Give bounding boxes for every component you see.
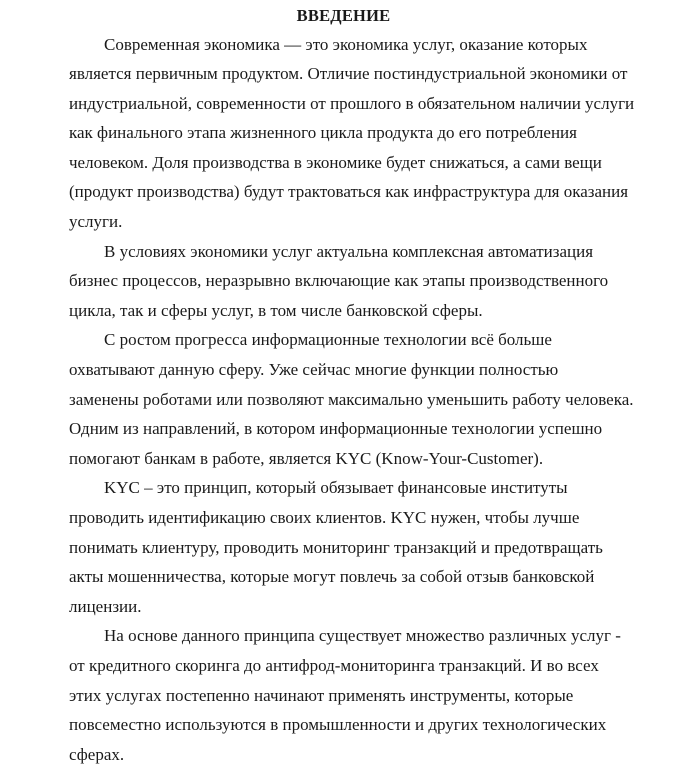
paragraph-line: KYC – это принцип, который обязывает финансовые институты: [104, 478, 568, 498]
paragraph-line: как финального этапа жизненного цикла продукта до его потребления: [69, 123, 577, 143]
paragraph-line: от кредитного скоринга до антифрод-мониторинга транзакций. И во всех: [69, 655, 599, 675]
paragraph-5: [69, 621, 659, 769]
paragraph-line: повсеместно используются в промышленности и других технологических: [69, 715, 607, 735]
paragraph-line: В условиях экономики услуг актуальна комплексная автоматизация: [104, 241, 594, 261]
paragraph-1: [69, 30, 659, 237]
paragraph-3: [69, 325, 659, 473]
paragraph-line: индустриальной, современности от прошлого в обязательном наличии услуги: [69, 93, 635, 113]
paragraph-line: (продукт производства) будут трактоваться как инфраструктура для оказания: [69, 182, 629, 202]
paragraph-line: помогают банкам в работе, является KYC (Know-Your-Customer).: [69, 448, 544, 468]
paragraph-line: является первичным продуктом. Отличие постиндустриальной экономики от: [69, 64, 628, 84]
paragraph-line: лицензии.: [69, 596, 142, 616]
paragraph-line: Современная экономика — это экономика услуг, оказание которых: [104, 34, 588, 54]
paragraph-line: заменены роботами или позволяют максимально уменьшить работу человека.: [69, 389, 634, 409]
document-body: [69, 30, 659, 770]
paragraph-line: этих услугах постепенно начинают применять инструменты, которые: [69, 685, 574, 705]
paragraph-line: человеком. Доля производства в экономике будет снижаться, а сами вещи: [69, 152, 602, 172]
paragraph-line: На основе данного принципа существует множество различных услуг -: [104, 626, 621, 646]
paragraph-line: бизнес процессов, неразрывно включающие как этапы производственного: [69, 271, 609, 291]
paragraph-line: проводить идентификацию своих клиентов. KYC нужен, чтобы лучше: [69, 508, 580, 527]
paragraph-line: С ростом прогресса информационные технологии всё больше: [104, 330, 552, 350]
paragraph-line: услуги.: [69, 212, 123, 232]
paragraph-line: сферах.: [69, 744, 125, 764]
paragraph-line: понимать клиентуру, проводить мониторинг транзакций и предотвращать: [69, 537, 603, 557]
paragraph-line: охватывают данную сферу. Уже сейчас многие функции полностью: [69, 360, 559, 380]
paragraph-4: [69, 473, 659, 621]
paragraph-line: акты мошенничества, которые могут повлечь за собой отзыв банковской: [69, 567, 595, 587]
paragraph-line: цикла, так и сферы услуг, в том числе банковской сферы.: [69, 300, 483, 320]
paragraph-2: [69, 237, 659, 326]
paragraph-line: Одним из направлений, в котором информационные технологии успешно: [69, 419, 603, 439]
document-title: ВВЕДЕНИЕ: [296, 6, 391, 25]
